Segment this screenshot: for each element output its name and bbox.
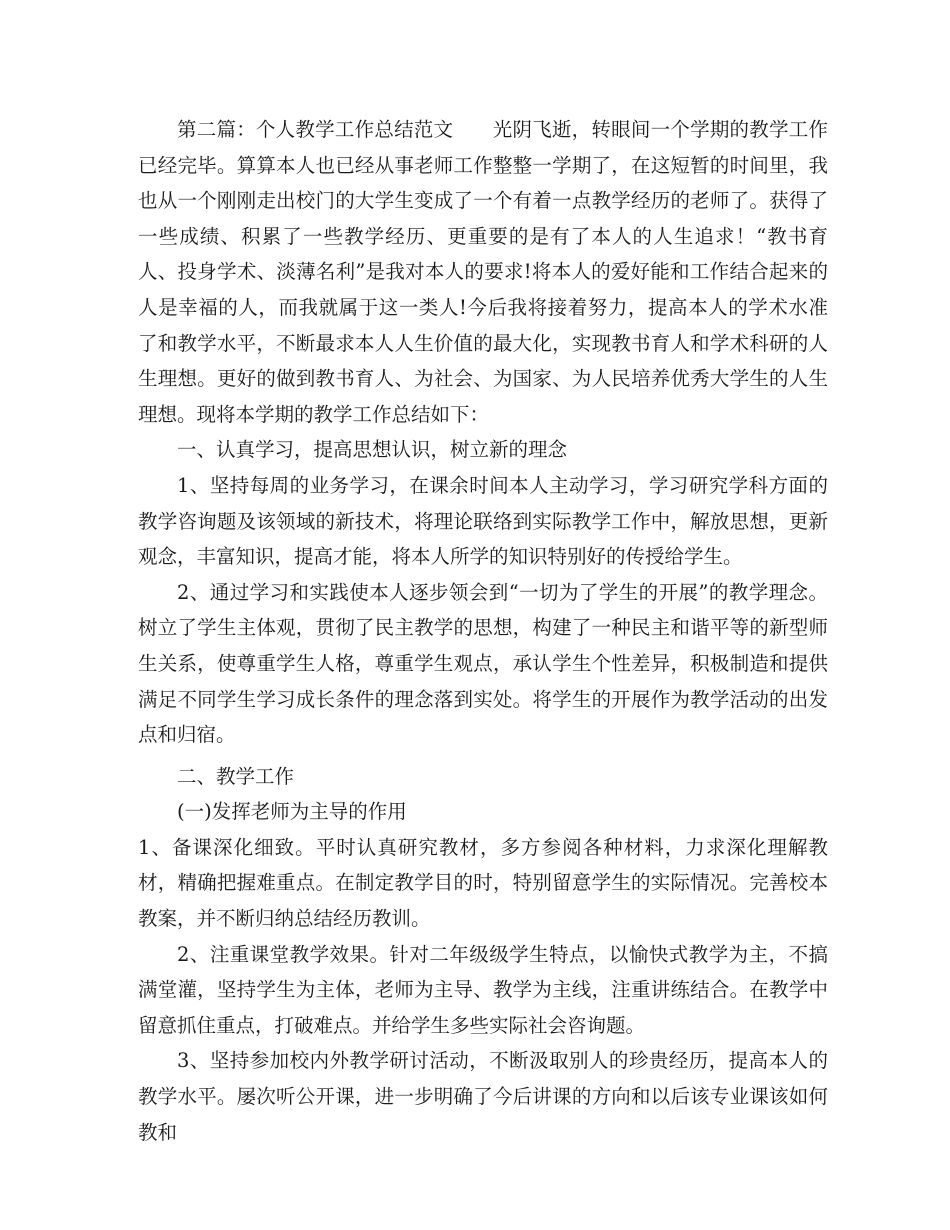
subsection-heading-2-1: (一)发挥老师为主导的作用 bbox=[177, 800, 407, 824]
paragraph-2-1-3: 3、坚持参加校内外教学研讨活动，不断汲取别人的珍贵经历，提高本人的教学水平。屡次听公开课，进一步明确了今后讲课的方向和以后该专业课该如何教和 bbox=[138, 1049, 828, 1144]
paragraph-2-1-2: 2、注重课堂教学效果。针对二年级级学生特点，以愉快式教学为主，不搞满堂灌，坚持学生为主体，老师为主导、教学为主线，注重讲练结合。在教学中留意抓住重点，打破难点。并给学生多些实际社会咨询题。 bbox=[138, 942, 828, 1037]
section-heading-1: 一、认真学习，提高思想认识，树立新的理念 bbox=[177, 438, 568, 462]
intro-paragraph: 第二篇：个人教学工作总结范文 光阴飞逝，转眼间一个学期的教学工作已经完毕。算算本人也已经从事老师工作整整一学期了，在这短暂的时间里，我也从一个刚刚走出校门的大学生变成了一个有着一点教学经历的老师了。获得了一些成绩、积累了一些教学经历、更重要的是有了本人的人生追求！“教书育人、投身学术、淡薄名利”是我对本人的要求!将本人的爱好能和工作结合起来的人是幸福的人，而我就属于这一类人!今后我将接着努力，提高本人的学术水准了和教学水平，不断最求本人人生价值的最大化，实现教书育人和学术科研的人生理想。更好的做到教书育人、为社会、为国家、为人民培养优秀大学生的人生理想。现将本学期的教学工作总结如下： bbox=[138, 118, 828, 426]
paragraph-1-2: 2、通过学习和实践使本人逐步领会到“一切为了学生的开展”的教学理念。树立了学生主体观，贯彻了民主教学的思想，构建了一种民主和谐平等的新型师生关系，使尊重学生人格，尊重学生观点，承认学生个性差异，积极制造和提供满足不同学生学习成长条件的理念落到实处。将学生的开展作为教学活动的出发点和归宿。 bbox=[138, 580, 828, 747]
document-body bbox=[138, 112, 828, 1150]
section-heading-2: 二、教学工作 bbox=[177, 764, 295, 788]
paragraph-1-1: 1、坚持每周的业务学习，在课余时间本人主动学习，学习研究学科方面的教学咨询题及该领域的新技术，将理论联络到实际教学工作中，解放思想，更新观念，丰富知识，提高才能，将本人所学的知识特别好的传授给学生。 bbox=[138, 473, 828, 569]
paragraph-2-1-1: 1、备课深化细致。平时认真研究教材，多方参阅各种材料，力求深化理解教材，精确把握难重点。在制定教学目的时，特别留意学生的实际情况。完善校本教案，并不断归纳总结经历教训。 bbox=[138, 835, 828, 931]
